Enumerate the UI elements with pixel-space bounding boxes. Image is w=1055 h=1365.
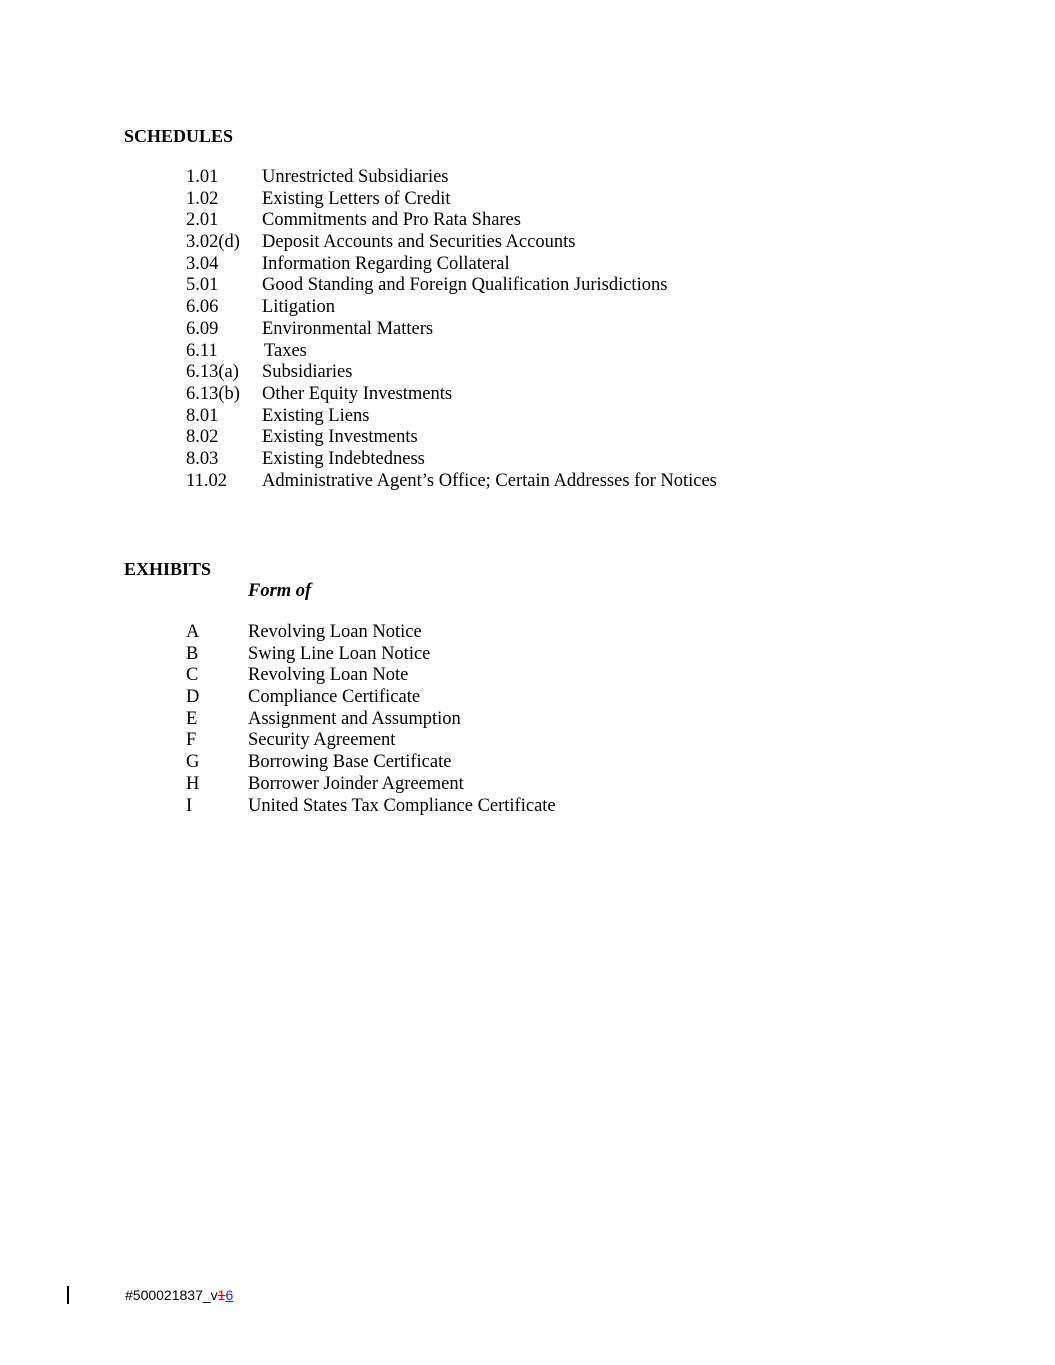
- exhibit-letter: D: [186, 687, 200, 708]
- schedule-title: Existing Liens: [262, 405, 370, 426]
- schedule-number: 8.01: [186, 405, 219, 426]
- schedule-title: Existing Indebtedness: [262, 448, 425, 469]
- schedule-number: 6.09: [186, 318, 219, 339]
- exhibit-title: Revolving Loan Notice: [248, 622, 422, 642]
- schedule-title: Existing Investments: [262, 427, 418, 448]
- exhibit-title: United States Tax Compliance Certificate: [248, 795, 556, 816]
- exhibit-letter: B: [186, 643, 199, 664]
- schedule-title: Other Equity Investments: [262, 383, 453, 404]
- schedule-title: Administrative Agent’s Office; Certain Addresses for Notices: [262, 470, 717, 491]
- schedule-title: Good Standing and Foreign Qualification Jurisdictions: [262, 275, 668, 296]
- schedule-title: Subsidiaries: [262, 362, 353, 383]
- schedule-number: 11.02: [186, 470, 227, 491]
- schedule-number: 6.11: [186, 340, 218, 361]
- revision-change-bar: [67, 1286, 69, 1304]
- schedule-number: 5.01: [186, 275, 219, 296]
- schedule-number: 2.01: [186, 210, 219, 231]
- exhibit-letter: H: [186, 773, 200, 794]
- exhibit-letter: A: [186, 622, 200, 642]
- schedule-number: 6.13(a): [186, 362, 239, 383]
- schedule-title: Environmental Matters: [262, 318, 434, 339]
- schedule-number: 6.13(b): [186, 383, 240, 404]
- doc-id-prefix: #500021837_v: [125, 1287, 218, 1303]
- exhibit-letter: C: [186, 665, 199, 686]
- exhibits-subheading: Form of: [248, 581, 312, 601]
- schedule-title: Existing Letters of Credit: [262, 188, 451, 209]
- exhibit-title: Assignment and Assumption: [248, 708, 461, 729]
- schedule-number: 3.04: [186, 253, 219, 274]
- exhibit-letter: I: [186, 795, 193, 816]
- schedule-number: 1.01: [186, 167, 219, 187]
- schedule-title: Litigation: [262, 297, 335, 318]
- schedule-title: Taxes: [264, 340, 307, 361]
- inserted-version: 6: [225, 1287, 234, 1303]
- schedule-title: Commitments and Pro Rata Shares: [262, 210, 521, 231]
- schedules-heading: SCHEDULES: [124, 126, 234, 146]
- exhibits-heading: EXHIBITS: [124, 559, 212, 579]
- schedule-title: Deposit Accounts and Securities Accounts: [262, 232, 576, 253]
- schedule-title: Information Regarding Collateral: [262, 253, 510, 274]
- exhibit-title: Security Agreement: [248, 730, 396, 751]
- deleted-version: 1: [217, 1287, 226, 1303]
- exhibit-title: Borrower Joinder Agreement: [248, 773, 464, 794]
- schedule-title: Unrestricted Subsidiaries: [262, 167, 449, 187]
- exhibit-title: Borrowing Base Certificate: [248, 752, 452, 773]
- exhibit-title: Revolving Loan Note: [248, 665, 409, 686]
- schedule-number: 6.06: [186, 297, 219, 318]
- exhibit-letter: E: [186, 708, 198, 729]
- schedule-number: 1.02: [186, 188, 219, 209]
- schedule-number: 8.02: [186, 427, 219, 448]
- exhibit-letter: F: [186, 730, 197, 751]
- exhibit-title: Swing Line Loan Notice: [248, 643, 431, 664]
- schedule-number: 8.03: [186, 448, 219, 469]
- exhibit-title: Compliance Certificate: [248, 687, 421, 708]
- document-id-footer: [125, 1286, 233, 1304]
- schedule-number: 3.02(d): [186, 232, 240, 253]
- exhibit-letter: G: [186, 752, 200, 773]
